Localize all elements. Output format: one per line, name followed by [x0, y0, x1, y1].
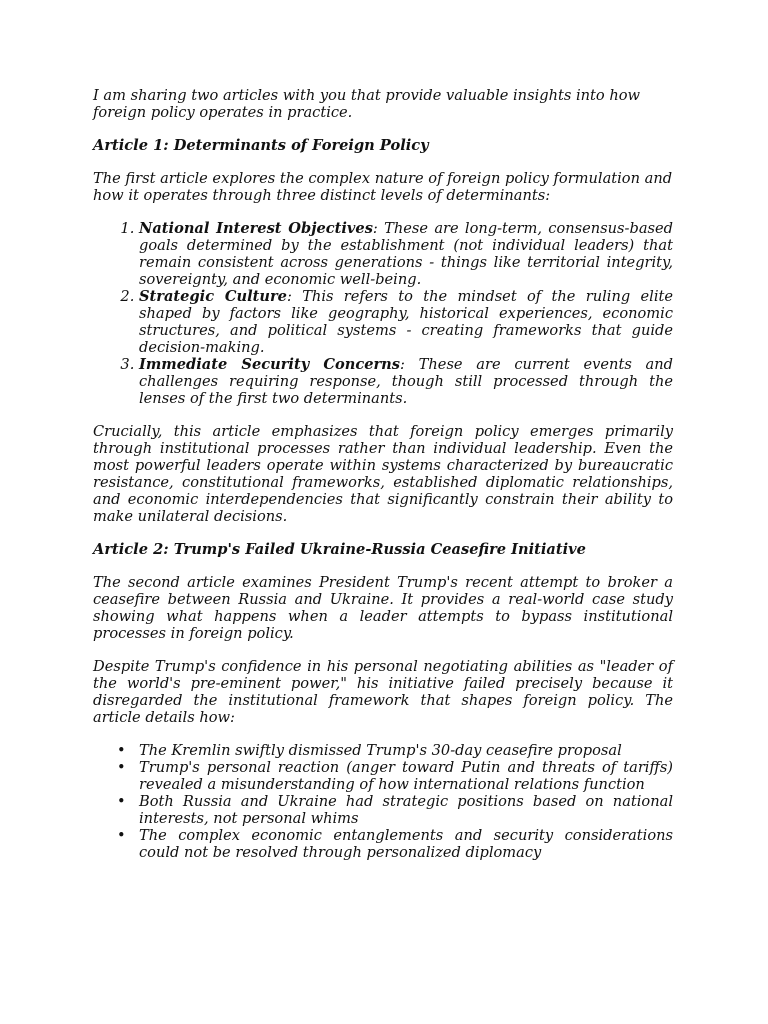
- article2-heading: Article 2: Trump's Failed Ukraine-Russia Ceasefire Initiative: [93, 541, 586, 558]
- article1-conclusion: Crucially, this article emphasizes that foreign policy emerges primarily through institutional processes rather than individual leadership. Even the most powerful leaders operate within systems characterized by bureaucratic resistance, constitutional frameworks, established diplomatic relationships, and economic interdependencies that significantly constrain their ability to make unilateral decisions.: [93, 423, 673, 525]
- article2-lead: The second article examines President Trump's recent attempt to broker a ceasefire between Russia and Ukraine. It provides a real-world case study showing what happens when a leader attempts to bypass institutional processes in foreign policy.: [93, 574, 673, 642]
- list-item: [139, 288, 673, 356]
- item-text: : These are long-term, consensus-based goals determined by the establishment (not individual leaders) that remain consistent across generations - things like territorial integrity, sovereignty, and economic well-being.: [139, 220, 673, 288]
- document-page: [93, 87, 673, 877]
- article1-lead: The first article explores the complex nature of foreign policy formulation and how it operates through three distinct levels of determinants:: [93, 170, 673, 204]
- item-text: : This refers to the mindset of the ruling elite shaped by factors like geography, historical experiences, economic structures, and political systems - creating frameworks that guide decision-making.: [139, 288, 673, 356]
- item-term: Strategic Culture: [139, 288, 287, 305]
- bullet-icon: •: [117, 793, 126, 810]
- bullet-icon: •: [117, 827, 126, 844]
- bullet-icon: •: [117, 759, 126, 776]
- bullet-text: Trump's personal reaction (anger toward Putin and threats of tariffs) revealed a misunderstanding of how international relations function: [139, 759, 673, 793]
- details-list: [93, 742, 673, 861]
- item-text: : These are current events and challenges requiring response, though still processed through the lenses of the first two determinants.: [139, 356, 673, 407]
- list-item: [117, 759, 673, 793]
- list-item: [117, 827, 673, 861]
- bullet-text: The complex economic entanglements and security considerations could not be resolved through personalized diplomacy: [139, 827, 673, 861]
- list-item: [117, 793, 673, 827]
- article2-detail: Despite Trump's confidence in his personal negotiating abilities as "leader of the world's pre-eminent power," his initiative failed precisely because it disregarded the institutional framework that shapes foreign policy. The article details how:: [93, 658, 673, 726]
- intro-paragraph: I am sharing two articles with you that provide valuable insights into how foreign policy operates in practice.: [93, 87, 641, 121]
- list-item: [117, 742, 673, 759]
- item-term: National Interest Objectives: [139, 220, 373, 237]
- bullet-icon: •: [117, 742, 126, 759]
- list-item: [139, 356, 673, 407]
- list-item: [139, 220, 673, 288]
- article1-heading: Article 1: Determinants of Foreign Policy: [93, 137, 429, 154]
- bullet-text: The Kremlin swiftly dismissed Trump's 30-day ceasefire proposal: [139, 742, 622, 759]
- bullet-text: Both Russia and Ukraine had strategic positions based on national interests, not personal whims: [139, 793, 673, 827]
- determinants-list: [93, 220, 673, 407]
- item-term: Immediate Security Concerns: [139, 356, 401, 373]
